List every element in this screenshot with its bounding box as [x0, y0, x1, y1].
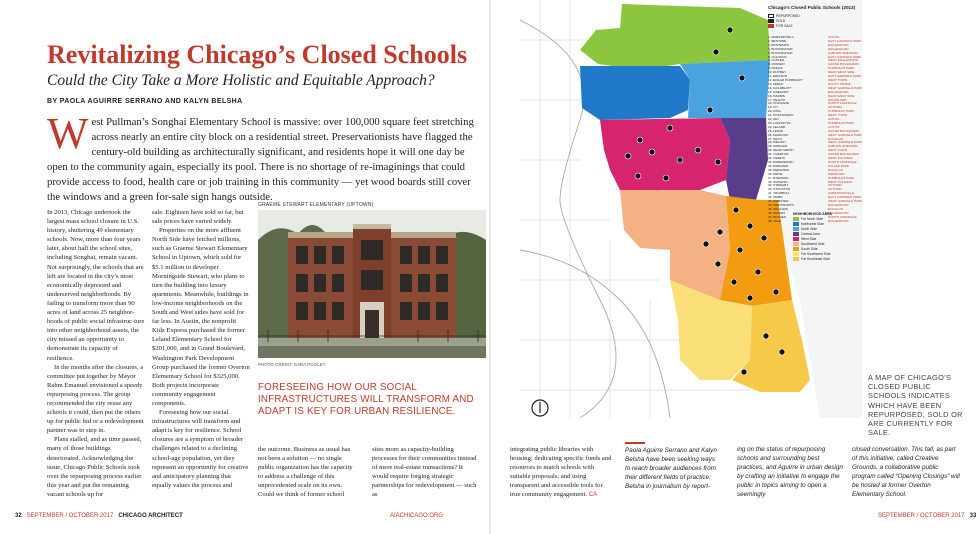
school-neighborhood: ENGLEWOOD: [828, 211, 849, 215]
school-neighborhood: ANDERSONVILLE: [828, 192, 854, 196]
school-neighborhood: EAST GARFIELD PARK: [828, 55, 862, 59]
area-name: Central Area: [801, 232, 820, 236]
school-list: [768, 36, 888, 224]
school-name: 9. DUMAS: [768, 67, 783, 71]
folio-right: [878, 513, 976, 519]
school-name: 38. SONGHAI: [768, 180, 788, 184]
school-name: 44. WENTWORTH: [768, 203, 794, 207]
school-name: 11. ERICSON: [768, 75, 788, 79]
school-neighborhood: NORTH LAWNDALE: [828, 102, 857, 106]
publication-name: CHICAGO ARCHITECT: [118, 513, 183, 519]
school-neighborhood: FULLER PARK: [828, 164, 849, 168]
author-bio-3: closed conversation. This fall, as part of this initiative, called Creative Grounds, a collaborative public program called “Opening Closings” will be hosted at former Overton Elementary School.: [852, 446, 960, 499]
school-neighborhood: EAST GARFIELD PARK: [828, 39, 862, 43]
body-column-2: [152, 208, 250, 490]
school-name: 3. BONTEMPS: [768, 43, 789, 47]
school-neighborhood: WEST GARFIELD PARK: [828, 200, 863, 204]
legend-repurposed: REPURPOSED: [768, 14, 878, 19]
school-neighborhood: AUSTIN: [828, 118, 840, 122]
school-neighborhood: WEST GARFIELD PARK: [828, 141, 863, 145]
article-title: Revitalizing Chicago’s Closed Schools: [47, 40, 468, 69]
area-name: North Side: [801, 227, 818, 231]
area-swatch: [793, 217, 799, 221]
school-neighborhood: WOODLAWN: [828, 98, 847, 102]
pull-quote: FORESEEING HOW OUR SOCIAL INFRASTRUCTURES WILL TRANSFORM AND ADAPT IS KEY FOR URBAN RESILIENCE.: [258, 382, 474, 417]
article-subtitle: Could the City Take a More Holistic and Equitable Approach?: [47, 72, 435, 89]
school-neighborhood: WEST GARFIELD PARK: [828, 133, 863, 137]
school-name: 29. MORGAN: [768, 145, 788, 149]
area-swatch: [793, 252, 799, 256]
school-neighborhood: ENGLEWOOD: [828, 90, 849, 94]
school-neighborhood: ENGLEWOOD: [828, 203, 849, 207]
status-legend: [768, 14, 878, 29]
area-north-side: [680, 60, 770, 118]
school-building-illustration: [258, 210, 486, 358]
school-name: 25. LEWIS: [768, 129, 783, 133]
issue-date-left: SEPTEMBER / OCTOBER 2017: [26, 513, 114, 519]
school-name: 18. HOWLAND: [768, 102, 789, 106]
author-bio-2: ing on the status of repurposing schools and surrounding best practices; and Aguirre in urban design by crafting an initiative to engage the public in topics aiming to open a seemingly: [737, 446, 843, 499]
school-name: 27. MAYO: [768, 137, 783, 141]
school-neighborhood: UPTOWN: [828, 184, 842, 188]
school-name: 21. KOSCIUSZKO: [768, 114, 794, 118]
area-name: Far Southwest Side: [801, 252, 831, 256]
paragraph: Foreseeing how our social infrastructures will transform and adapt is key for resilience. School closures are a symptom of broader challenges related to a declining school-age population, yet they represent an opportunity for creative and anticipatory planning that equally values the process and: [152, 409, 249, 489]
school-neighborhood: AUBURN GRESHAM: [828, 51, 858, 55]
school-neighborhood: ENGLEWOOD: [828, 43, 849, 47]
area-swatch: [793, 257, 799, 261]
page-gutter: [489, 0, 491, 534]
school-name: 40. STOCKTON: [768, 188, 791, 192]
areas-title: NEIGHBORHOOD AREA: [793, 212, 832, 216]
map-legend: [768, 5, 878, 29]
school-name: 36. PRICE: [768, 172, 783, 176]
area-swatch: [793, 232, 799, 236]
school-neighborhood: ENGLEWOOD: [828, 219, 849, 223]
body-column-1: [47, 208, 145, 499]
area-northwest-side: [580, 66, 690, 120]
paragraph: In the months after the closures, a committee put together by Mayor Rahm Emanuel envisioned a speedy repurposing process. The group recommended the city reuse any schools it could, then put the others up for public bid or a redevelopment partner was to step in.: [47, 363, 144, 435]
paragraph: sites more as capacity-building processes for their communities instead of mere real-estate transactions? It would require forging strategic partnerships for redevelopment — such as: [372, 446, 477, 499]
page-number-right: 33: [969, 513, 977, 519]
school-name: 23. LAFAYETTE: [768, 121, 791, 125]
school-name: 12. EDGAR HUMBOLDT: [768, 78, 803, 82]
school-name: 14. GOLDBLATT: [768, 86, 792, 90]
school-name: 31. OVERTON: [768, 153, 789, 157]
school-neighborhood: WEST PULLMAN: [828, 157, 853, 161]
legend-for-sale: FOR SALE: [768, 24, 878, 29]
bio-text: Paola Aguirre Serrano and Kalyn Belsha have been seeking ways to reach broader audiences from their different fields of practice: Belsha in journalism by report-: [625, 446, 717, 490]
school-neighborhood: NORTH LAWNDALE: [828, 161, 857, 164]
school-neighborhood: KENWOOD: [828, 172, 845, 176]
drop-cap: W: [47, 109, 89, 158]
map-title: Chicago’s Closed Public Schools (2013): [768, 5, 856, 10]
school-name: 45. WILLIAMS: [768, 207, 788, 211]
school-name: 15. GREGORY: [768, 90, 789, 94]
area-swatch: [793, 227, 799, 231]
school-name: 46. WOODS: [768, 211, 786, 215]
folio-left: [15, 513, 444, 519]
body-column-5: [510, 445, 612, 501]
school-name: 16. HARRIS: [768, 94, 785, 98]
area-name: Far North Side: [801, 217, 824, 221]
school-name: 42. WARD: [768, 196, 783, 200]
school-neighborhood: GRAND BOULEVARD: [828, 153, 859, 157]
school-neighborhood: GRAND BOULEVARD: [828, 63, 859, 67]
map-caption: A MAP OF CHICAGO’S CLOSED PUBLIC SCHOOLS INDICATES WHICH HAVE BEEN REPURPOSED, SOLD OR ARE CURRENTLY FOR SALE.: [868, 373, 963, 438]
school-name: 1. ARMSTRONG L.: [768, 36, 795, 39]
school-name: 26. MARCONI: [768, 133, 788, 137]
school-name: 8. CONWAY: [768, 63, 786, 67]
school-name: 13. FERMI: [768, 82, 783, 86]
school-building-photo: [258, 210, 486, 358]
school-name: 2. BETHUNE: [768, 39, 787, 43]
school-neighborhood: HUMBOLDT PARK: [828, 67, 855, 71]
photo-caption: GRAEME STEWART ELEMENTARY (UPTOWN): [258, 202, 374, 208]
school-name: 33. PADEREWSKI: [768, 161, 794, 164]
body-column-3: [258, 445, 356, 500]
school-name: 30. NEAR NORTH: [768, 149, 794, 153]
school-name: 4. BUCKINGHAM: [768, 47, 793, 51]
school-neighborhood: NORTH LAWNDALE: [828, 215, 857, 219]
school-name: 17. HEALTH: [768, 98, 786, 102]
school-name: 19. IVY: [768, 106, 779, 110]
school-name: 10. DUPREY: [768, 71, 787, 75]
school-neighborhood: WEST TOWN: [828, 78, 848, 82]
school-neighborhood: WEST TOWN: [828, 149, 848, 153]
school-name: 48. YALE: [768, 219, 781, 223]
neighborhood-area-legend: [793, 212, 832, 262]
area-name: West Side: [801, 237, 817, 241]
school-neighborhood: GRAND BOULEVARD: [828, 129, 859, 133]
areas-list: [793, 217, 832, 262]
lead-text: est Pullman’s Songhai Elementary School is massive: over 100,000 square feet stretching across nearly an entire city block on a residential street. Preservationists have flagged the century-old building as architecturally significant, and residents hope it will one day be open to the community again, especially its pool. There is no shortage of re-imaginings that could provide access to food, health care or job training in this community — yet wood boards still cover the windows and a green for-sale sign hangs outside.: [47, 116, 474, 203]
issue-date-right: SEPTEMBER / OCTOBER 2017: [878, 513, 965, 519]
school-name: 7. CASTER: [768, 59, 784, 63]
area-legend-item: [793, 257, 832, 262]
school-name: 22. KEY: [768, 118, 780, 122]
school-neighborhood: DOUGLAS: [828, 207, 844, 211]
paragraph: Plans stalled, and as time passed, many of those buildings deteriorated. Acknowledging the issue, Chicago Public Schools took over the repurposing process earlier this year and put the remaining vacant schools up for: [47, 436, 142, 498]
school-name: 20. KING: [768, 110, 781, 114]
school-name: 43. WEBSTER: [768, 200, 789, 204]
school-neighborhood: AUSTIN: [828, 125, 840, 129]
school-neighborhood: WEST PULLMAN: [828, 180, 853, 184]
paragraph: Properties on the more affluent North Side have fetched millions, such as Graeme Stewart Elementary School in Uptown, which sold for $5.1 million to developer Morningside Stewart, who plans to turn the building into luxury apartments. Meanwhile, buildings in low-income neighborhoods on the South and West sides have sold for far less. In Austin, the nonprofit Kidz Express purchased the former Leland Elementary School for $201,000, and in Grand Boulevard, Washington Park Development Group purchased the former Overton Elementary School for $325,000. Both projects incorporate community engagement components.: [152, 227, 250, 407]
paragraph: In 2013, Chicago undertook the largest mass school closure in U.S. history, shuttering 49 elementary schools. Now, more than four years later, about half the school sites, including Songhai, remain vacant. Not surprisingly, the schools that are left are located in the city’s most economically depressed and underserved neighborhoods. By failing to transform more than 90 acres of land across 25 neighbor-hoods of public social infrastruc-ture into other neighborhood assets, the city missed an opportunity to demonstrate its capacity of resilience.: [47, 209, 145, 362]
school-neighborhood: EAST GARFIELD PARK: [828, 196, 862, 200]
bio-rule: [625, 442, 645, 444]
school-neighborhood: WEST TOWN: [828, 114, 848, 118]
body-column-4: [372, 445, 480, 500]
school-name: 32. OWENS: [768, 157, 785, 161]
paragraph: sale. Eighteen have sold so far, but sale prices have varied widely.: [152, 209, 244, 226]
author-bio-1: [625, 445, 721, 491]
school-name: 35. PERSHING: [768, 168, 790, 172]
area-swatch: [793, 242, 799, 246]
area-name: South Side: [801, 247, 818, 251]
school-neighborhood: HUMBOLDT PARK: [828, 110, 855, 114]
school-neighborhood: SOUTH SHORE: [828, 82, 851, 86]
school-neighborhood: DOUGLAS: [828, 168, 844, 172]
school-name: 47. HOLDEN: [768, 215, 787, 219]
area-name: Southwest Side: [801, 242, 825, 246]
school-neighborhood: WEST ENGLEWOOD: [828, 59, 859, 63]
school-name: 28. MELODY: [768, 141, 787, 145]
paragraph: [510, 445, 612, 501]
school-name: 37. RYERSON: [768, 176, 789, 180]
school-name: 34. PARKMAN: [768, 164, 789, 168]
school-neighborhood: NEAR WEST SIDE: [828, 94, 855, 98]
school-name: 24. LELAND: [768, 125, 786, 129]
area-swatch: [793, 222, 799, 226]
area-swatch: [793, 237, 799, 241]
school-neighborhood: HUMBOLDT PARK: [828, 176, 855, 180]
byline: BY PAOLA AGUIRRE SERRANO AND KALYN BELSHA: [47, 98, 243, 105]
school-neighborhood: ENGLEWOOD: [828, 47, 849, 51]
area-name: Northwest Side: [801, 222, 824, 226]
school-neighborhood: UPTOWN: [828, 188, 842, 192]
school-neighborhood: NEAR WEST SIDE: [828, 71, 855, 75]
end-mark: CA: [588, 492, 598, 499]
school-neighborhood: HUMBOLDT PARK: [828, 121, 855, 125]
area-swatch: [793, 247, 799, 251]
school-neighborhood: WEST GARFIELD PARK: [828, 86, 863, 90]
photo-credit: PHOTO CREDIT: SARA POOLEY: [258, 362, 326, 367]
website: AIACHICAGO.ORG: [390, 513, 444, 519]
school-name: 39. STEWART: [768, 184, 789, 188]
school-neighborhood: UPTOWN: [828, 106, 842, 110]
area-name: Far Southeast Side: [801, 257, 831, 261]
school-neighborhood: AUBURN GRESHAM: [828, 145, 858, 149]
school-neighborhood: EAST GARFIELD PARK: [828, 75, 862, 79]
school-name: 41. TRUMBULL: [768, 192, 790, 196]
school-neighborhood: DOUGLAS: [828, 137, 844, 141]
lead-paragraph: [47, 109, 482, 205]
page-number-left: 32: [15, 513, 22, 519]
paragraph: the outcome. Business as usual has not been a solution — no single public organization has the capacity to address a challenge of this unprecedented scale on its own. Could we think of former school: [258, 446, 353, 499]
legend-sold: SOLD: [768, 19, 878, 24]
school-name: 5. BUCKINGHAM: [768, 51, 793, 55]
school-neighborhood: AUSTIN: [828, 36, 840, 39]
school-name: 6. CALHOUN: [768, 55, 787, 59]
paragraph-text: integrating public libraries with housing; dedicating specific funds and resources to match schools with suitable proposals; and using transparent and accessible tools for true community engagement.: [510, 446, 612, 499]
